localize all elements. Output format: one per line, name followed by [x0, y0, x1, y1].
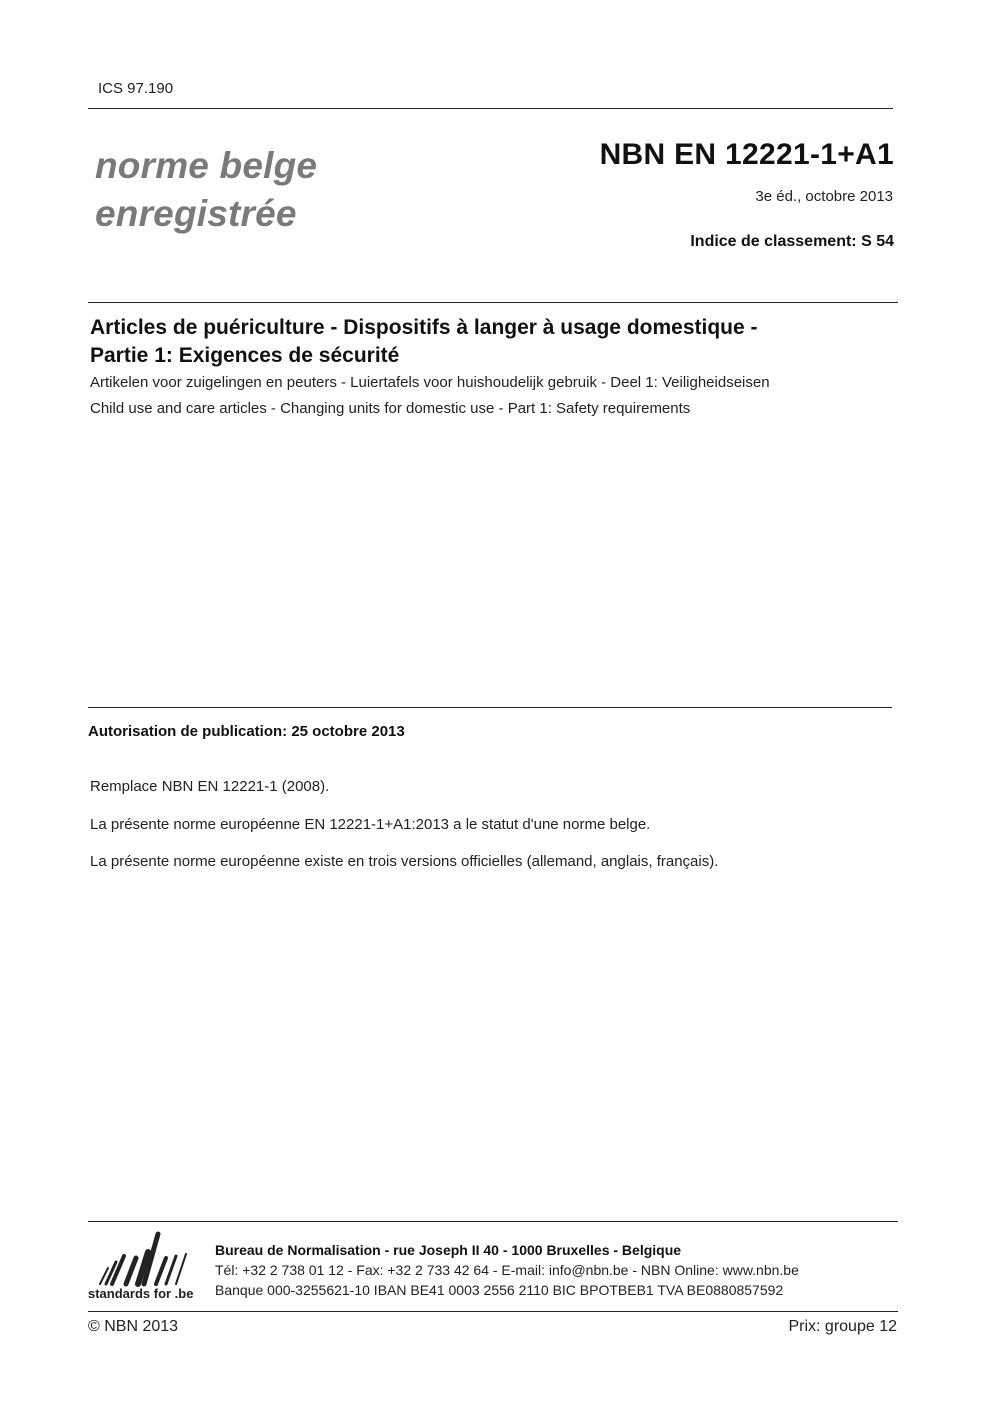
footer-contact: Tél: +32 2 738 01 12 - Fax: +32 2 733 42 64 - E-mail: info@nbn.be - NBN Online: www.nbn.be [215, 1262, 799, 1278]
brand-title [95, 142, 317, 238]
footer-bank: Banque 000-3255621-10 IBAN BE41 0003 2556 2110 BIC BPOTBEB1 TVA BE0880857592 [215, 1282, 784, 1298]
logo-caption: standards for .be [88, 1286, 194, 1301]
note-status: La présente norme européenne EN 12221-1+A1:2013 a le statut d'une norme belge. [90, 816, 651, 833]
copyright: © NBN 2013 [88, 1318, 179, 1335]
classement: Indice de classement: S 54 [690, 233, 894, 250]
brand-line-1: norme belge [95, 145, 318, 186]
publication-authorisation: Autorisation de publication: 25 octobre 2013 [88, 723, 405, 740]
title-fr-line-2: Partie 1: Exigences de sécurité [90, 344, 400, 367]
brand-line-2: enregistrée [95, 193, 297, 234]
footer-address: Bureau de Normalisation - rue Joseph II 40 - 1000 Bruxelles - Belgique [215, 1242, 682, 1258]
price-group: Prix: groupe 12 [788, 1318, 897, 1335]
title-nl: Artikelen voor zuigelingen en peuters - Luiertafels voor huishoudelijk gebruik - Deel 1: Veiligheidseisen [90, 374, 770, 391]
title-divider [88, 302, 898, 303]
title-en: Child use and care articles - Changing units for domestic use - Part 1: Safety requirements [90, 400, 691, 417]
footer-divider [88, 1221, 898, 1222]
bottom-divider [88, 1311, 898, 1312]
standard-id: NBN EN 12221-1+A1 [599, 138, 894, 171]
edition: 3e éd., octobre 2013 [755, 188, 893, 205]
title-fr [90, 314, 758, 370]
note-versions: La présente norme européenne existe en trois versions officielles (allemand, anglais, français). [90, 853, 719, 870]
ics-code: ICS 97.190 [98, 80, 174, 97]
header-divider [88, 108, 893, 109]
note-replaces: Remplace NBN EN 12221-1 (2008). [90, 778, 330, 795]
publication-divider [88, 707, 892, 708]
title-fr-line-1: Articles de puériculture - Dispositifs à langer à usage domestique - [90, 316, 758, 339]
